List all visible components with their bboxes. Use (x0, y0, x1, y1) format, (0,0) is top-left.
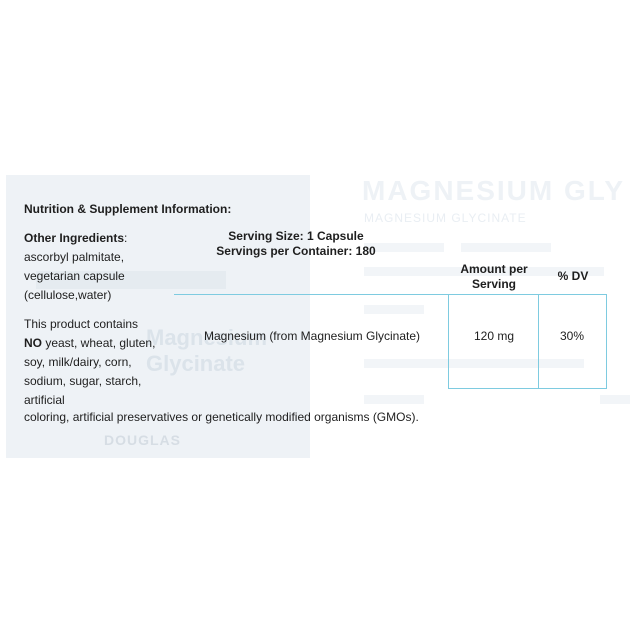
table-row-dv: 30% (559, 329, 585, 343)
section-heading: Nutrition & Supplement Information: (24, 202, 232, 216)
free-from-prefix: This product contains (24, 317, 139, 331)
dv-column-header: % DV (557, 269, 589, 283)
background-bottle-label: Magnesium Glycinate (146, 325, 268, 376)
free-from-statement (24, 315, 174, 410)
other-ingredients (24, 229, 174, 305)
free-from-continuation: coloring, artificial preservatives or genetically modified organisms (GMOs). (24, 410, 419, 424)
background-product-title: MAGNESIUM GLY (362, 175, 625, 206)
background-line (364, 359, 584, 368)
other-ingredients-text: ascorbyl palmitate, vegetarian capsule (cellulose,water) (24, 250, 125, 302)
background-line (364, 395, 424, 404)
other-ingredients-colon: : (124, 231, 128, 245)
free-from-list: yeast, wheat, gluten, soy, milk/dairy, corn, sodium, sugar, starch, artificial (24, 336, 156, 407)
table-header-rule (174, 294, 607, 295)
table-row-nutrient: Magnesium (from Magnesium Glycinate) (203, 329, 421, 343)
table-bottom-rule (448, 388, 607, 389)
amount-header-line2: Serving (471, 277, 516, 291)
background-line (364, 305, 424, 314)
background-line (461, 243, 551, 252)
other-ingredients-label: Other Ingredients (24, 231, 125, 245)
table-divider (606, 294, 607, 389)
amount-header-line1: Amount per (460, 262, 528, 276)
background-line (600, 395, 630, 404)
table-divider (448, 294, 449, 389)
free-from-emphasis: NO (24, 336, 42, 350)
serving-size: Serving Size: 1 Capsule (228, 229, 364, 243)
background-product-subtitle: MAGNESIUM GLYCINATE (364, 211, 527, 225)
background-brand-logo: DOUGLAS (104, 432, 181, 448)
serving-info (196, 229, 396, 259)
servings-per-container: Servings per Container: 180 (216, 244, 376, 258)
table-row-amount: 120 mg (473, 329, 515, 343)
amount-column-header (450, 262, 538, 292)
